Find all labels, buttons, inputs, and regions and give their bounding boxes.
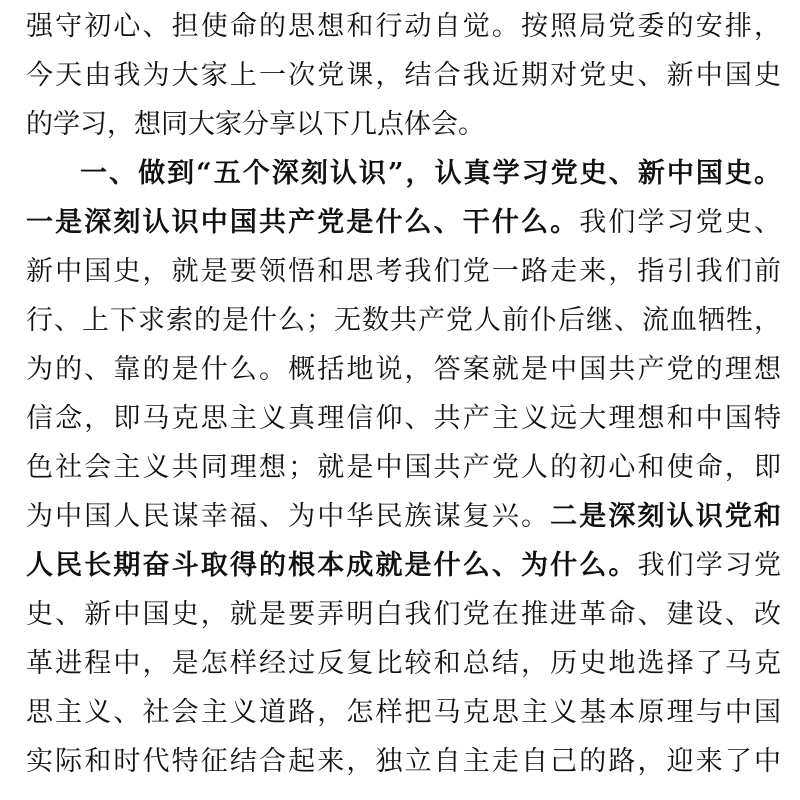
text-segment: 强守初心、担使命的思想和行动自觉。按照局党委的安排， — [26, 11, 781, 42]
text-segment: 革进程中，是怎样经过反复比较和总结，历史地选择了马克 — [26, 648, 781, 679]
text-segment: 我们学习党 — [637, 550, 782, 581]
text-line — [26, 590, 781, 639]
text-line — [26, 688, 781, 737]
text-segment: 为中国人民谋幸福、为中华民族谋复兴。 — [26, 501, 551, 532]
text-line — [26, 541, 781, 590]
text-segment: 今天由我为大家上一次党课，结合我近期对党史、新中国史 — [26, 60, 781, 91]
bold-text-segment: 二是深刻认识党和 — [550, 501, 782, 532]
text-line — [26, 443, 781, 492]
text-line — [26, 345, 781, 394]
text-segment: 的学习，想同大家分享以下几点体会。 — [26, 109, 485, 140]
text-segment: 新中国史，就是要领悟和思考我们党一路走来，指引我们前 — [26, 256, 781, 287]
text-line — [26, 296, 781, 345]
text-line — [26, 198, 781, 247]
text-line — [26, 51, 781, 100]
text-segment: 史、新中国史，就是要弄明白我们党在推进革命、建设、改 — [26, 599, 781, 630]
text-segment: 信念，即马克思主义真理信仰、共产主义远大理想和中国特 — [26, 403, 781, 434]
bold-text-segment: 一、做到“五个深刻认识”，认真学习党史、新中国史。 — [80, 158, 781, 189]
text-segment: 行、上下求索的是什么；无数共产党人前仆后继、流血牺牲， — [26, 305, 781, 336]
document-body — [26, 2, 781, 786]
text-line — [26, 492, 781, 541]
text-segment: 我们学习党史、 — [579, 207, 782, 238]
text-line — [26, 149, 781, 198]
text-segment: 思主义、社会主义道路，怎样把马克思主义基本原理与中国 — [26, 697, 781, 728]
text-line — [26, 100, 781, 149]
text-line — [26, 394, 781, 443]
text-segment: 为的、靠的是什么。概括地说，答案就是中国共产党的理想 — [26, 354, 781, 385]
text-line — [26, 737, 781, 786]
text-segment: 实际和时代特征结合起来，独立自主走自己的路，迎来了中 — [26, 746, 781, 777]
text-line — [26, 247, 781, 296]
bold-text-segment: 一是深刻认识中国共产党是什么、干什么。 — [26, 207, 580, 238]
bold-text-segment: 人民长期奋斗取得的根本成就是什么、为什么。 — [26, 550, 638, 581]
text-line — [26, 639, 781, 688]
text-segment: 色社会主义共同理想；就是中国共产党人的初心和使命，即 — [26, 452, 781, 483]
text-line — [26, 2, 781, 51]
